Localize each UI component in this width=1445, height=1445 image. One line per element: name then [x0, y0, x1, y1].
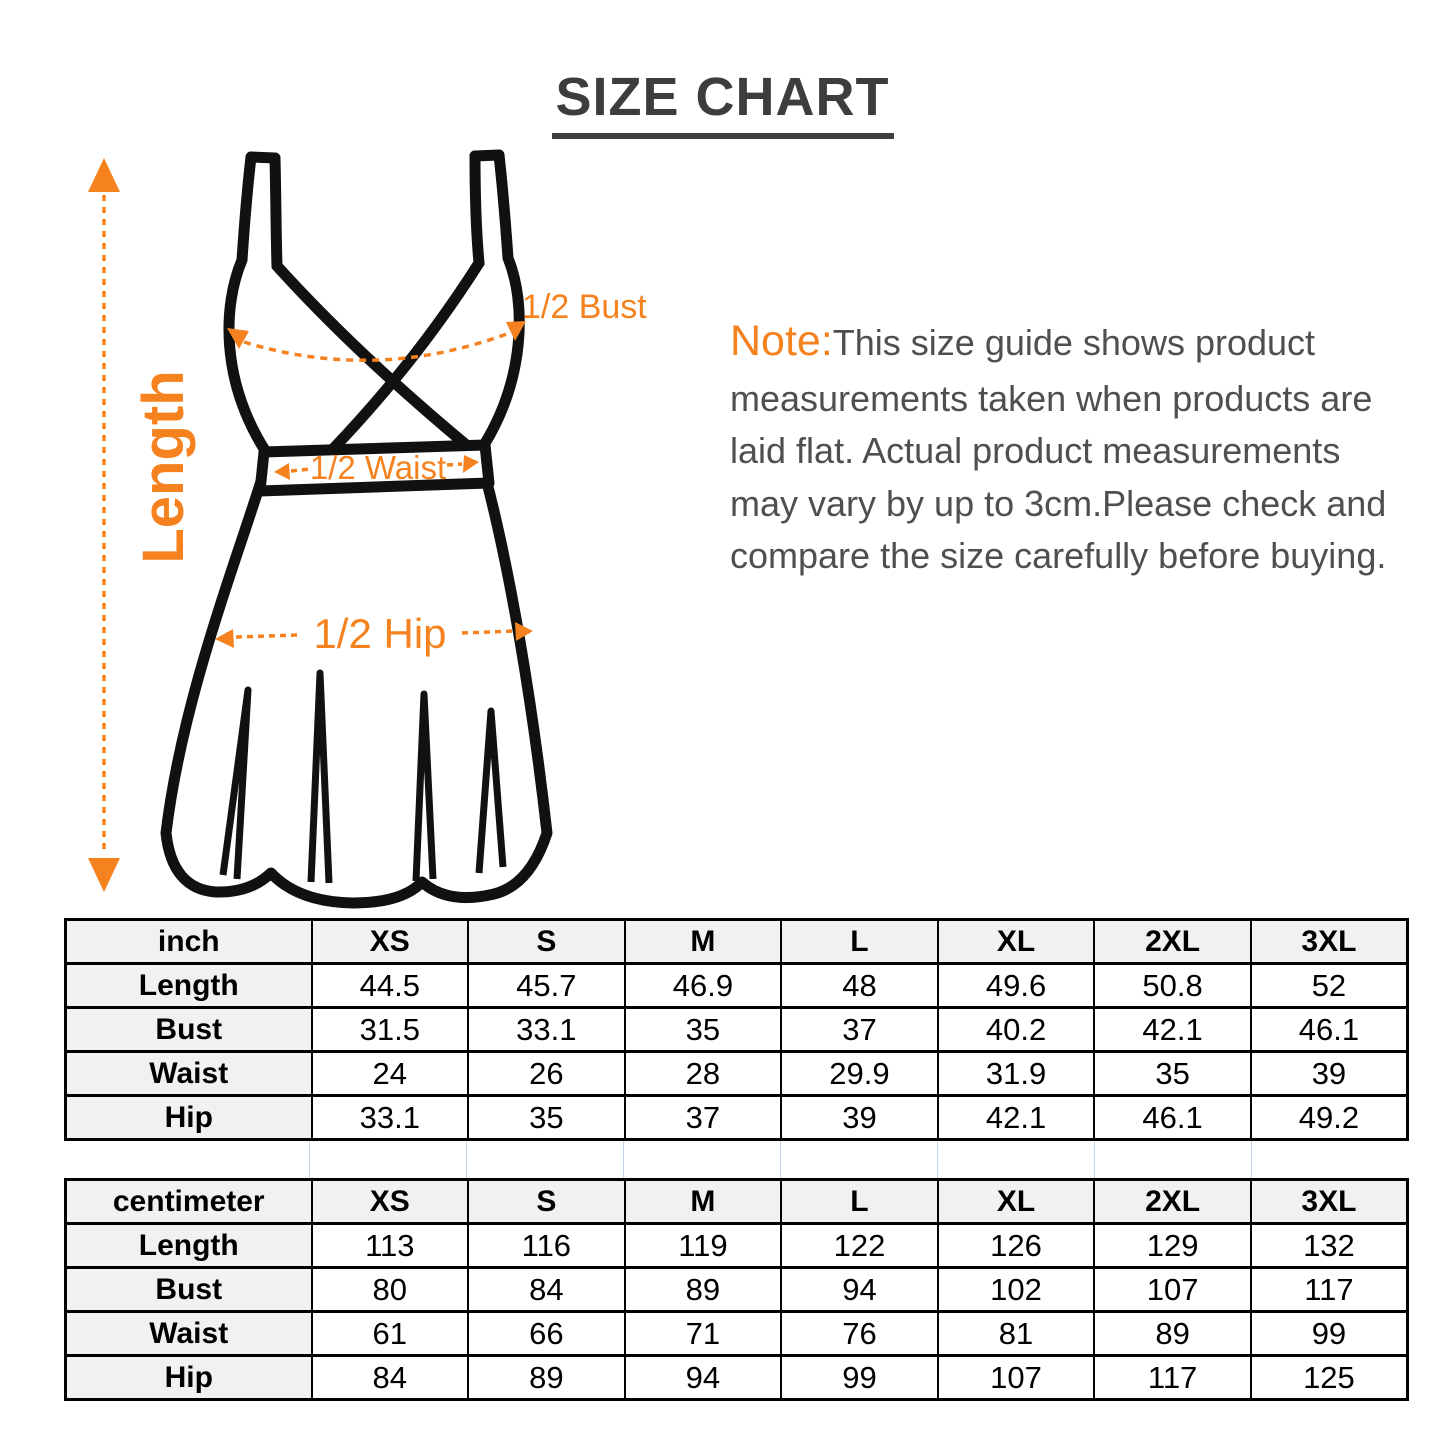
value-cell: 113 — [312, 1224, 469, 1268]
bust-label: 1/2 Bust — [522, 288, 647, 326]
value-cell: 66 — [468, 1312, 625, 1356]
value-cell: 33.1 — [468, 1008, 625, 1052]
value-cell: 48 — [781, 964, 938, 1008]
note-body: This size guide shows product measurements taken when products are laid flat. Actual product measurements may vary by up to 3cm.Please check and compare the size carefully before buying. — [730, 322, 1387, 577]
value-cell: 80 — [312, 1268, 469, 1312]
value-cell: 107 — [1094, 1268, 1251, 1312]
size-header-cell: L — [781, 1180, 938, 1224]
value-cell: 107 — [938, 1356, 1095, 1400]
value-cell: 45.7 — [468, 964, 625, 1008]
dress-measurement-diagram — [70, 145, 670, 910]
centimeter-header-row — [66, 1180, 1408, 1224]
length-arrow — [88, 158, 120, 892]
size-header-cell: 3XL — [1251, 920, 1408, 964]
inch-table — [64, 918, 1409, 1141]
row-label-cell: Bust — [66, 1008, 312, 1052]
value-cell: 102 — [938, 1268, 1095, 1312]
value-cell: 61 — [312, 1312, 469, 1356]
value-cell: 99 — [781, 1356, 938, 1400]
dress-bodice-right-side — [484, 155, 519, 445]
value-cell: 40.2 — [938, 1008, 1095, 1052]
inch-header-row — [66, 920, 1408, 964]
value-cell: 49.6 — [938, 964, 1095, 1008]
row-label-cell: Length — [66, 964, 312, 1008]
table-row — [66, 1312, 1408, 1356]
value-cell: 35 — [468, 1096, 625, 1140]
row-label-cell: Waist — [66, 1052, 312, 1096]
value-cell: 33.1 — [312, 1096, 469, 1140]
value-cell: 39 — [1251, 1052, 1408, 1096]
value-cell: 46.9 — [625, 964, 782, 1008]
value-cell: 31.5 — [312, 1008, 469, 1052]
value-cell: 71 — [625, 1312, 782, 1356]
row-label-cell: Waist — [66, 1312, 312, 1356]
size-header-cell: S — [468, 1180, 625, 1224]
table-row — [66, 1224, 1408, 1268]
value-cell: 117 — [1251, 1268, 1408, 1312]
value-cell: 84 — [312, 1356, 469, 1400]
row-label-cell: Bust — [66, 1268, 312, 1312]
page-title: SIZE CHART — [552, 66, 894, 139]
table-row — [66, 1268, 1408, 1312]
size-header-cell: XS — [312, 920, 469, 964]
value-cell: 31.9 — [938, 1052, 1095, 1096]
dress-bodice-left-side — [229, 157, 266, 452]
value-cell: 81 — [938, 1312, 1095, 1356]
unit-header-cell: centimeter — [66, 1180, 312, 1224]
length-label: Length — [131, 370, 196, 564]
row-label-cell: Hip — [66, 1096, 312, 1140]
value-cell: 84 — [468, 1268, 625, 1312]
value-cell: 26 — [468, 1052, 625, 1096]
value-cell: 94 — [625, 1356, 782, 1400]
value-cell: 94 — [781, 1268, 938, 1312]
size-header-cell: 3XL — [1251, 1180, 1408, 1224]
size-header-cell: XL — [938, 920, 1095, 964]
value-cell: 29.9 — [781, 1052, 938, 1096]
size-header-cell: XL — [938, 1180, 1095, 1224]
value-cell: 122 — [781, 1224, 938, 1268]
table-row — [66, 964, 1408, 1008]
value-cell: 76 — [781, 1312, 938, 1356]
value-cell: 132 — [1251, 1224, 1408, 1268]
row-label-cell: Hip — [66, 1356, 312, 1400]
waist-label: 1/2 Waist — [309, 449, 447, 486]
table-row — [66, 1096, 1408, 1140]
value-cell: 35 — [625, 1008, 782, 1052]
value-cell: 39 — [781, 1096, 938, 1140]
size-tables — [64, 918, 1409, 1401]
bust-arrow — [227, 321, 526, 360]
size-header-cell: M — [625, 920, 782, 964]
size-header-cell: S — [468, 920, 625, 964]
size-header-cell: M — [625, 1180, 782, 1224]
value-cell: 117 — [1094, 1356, 1251, 1400]
size-header-cell: 2XL — [1094, 920, 1251, 964]
value-cell: 49.2 — [1251, 1096, 1408, 1140]
value-cell: 116 — [468, 1224, 625, 1268]
value-cell: 126 — [938, 1224, 1095, 1268]
size-header-cell: 2XL — [1094, 1180, 1251, 1224]
size-header-cell: XS — [312, 1180, 469, 1224]
centimeter-table — [64, 1178, 1409, 1401]
value-cell: 24 — [312, 1052, 469, 1096]
table-row — [66, 1008, 1408, 1052]
value-cell: 125 — [1251, 1356, 1408, 1400]
value-cell: 119 — [625, 1224, 782, 1268]
unit-header-cell: inch — [66, 920, 312, 964]
value-cell: 52 — [1251, 964, 1408, 1008]
value-cell: 37 — [625, 1096, 782, 1140]
value-cell: 28 — [625, 1052, 782, 1096]
value-cell: 89 — [468, 1356, 625, 1400]
size-header-cell: L — [781, 920, 938, 964]
value-cell: 129 — [1094, 1224, 1251, 1268]
dress-skirt — [166, 475, 547, 903]
note-label: Note: — [730, 317, 833, 365]
hip-label: 1/2 Hip — [313, 610, 447, 657]
value-cell: 89 — [1094, 1312, 1251, 1356]
table-gap — [64, 1141, 1409, 1178]
row-label-cell: Length — [66, 1224, 312, 1268]
note-paragraph — [730, 310, 1398, 583]
value-cell: 50.8 — [1094, 964, 1251, 1008]
value-cell: 46.1 — [1094, 1096, 1251, 1140]
table-row — [66, 1052, 1408, 1096]
value-cell: 46.1 — [1251, 1008, 1408, 1052]
table-row — [66, 1356, 1408, 1400]
value-cell: 44.5 — [312, 964, 469, 1008]
value-cell: 42.1 — [938, 1096, 1095, 1140]
dress-right-neckline — [331, 156, 479, 451]
value-cell: 99 — [1251, 1312, 1408, 1356]
value-cell: 89 — [625, 1268, 782, 1312]
value-cell: 42.1 — [1094, 1008, 1251, 1052]
value-cell: 35 — [1094, 1052, 1251, 1096]
dress-strap-caps — [251, 155, 499, 158]
value-cell: 37 — [781, 1008, 938, 1052]
